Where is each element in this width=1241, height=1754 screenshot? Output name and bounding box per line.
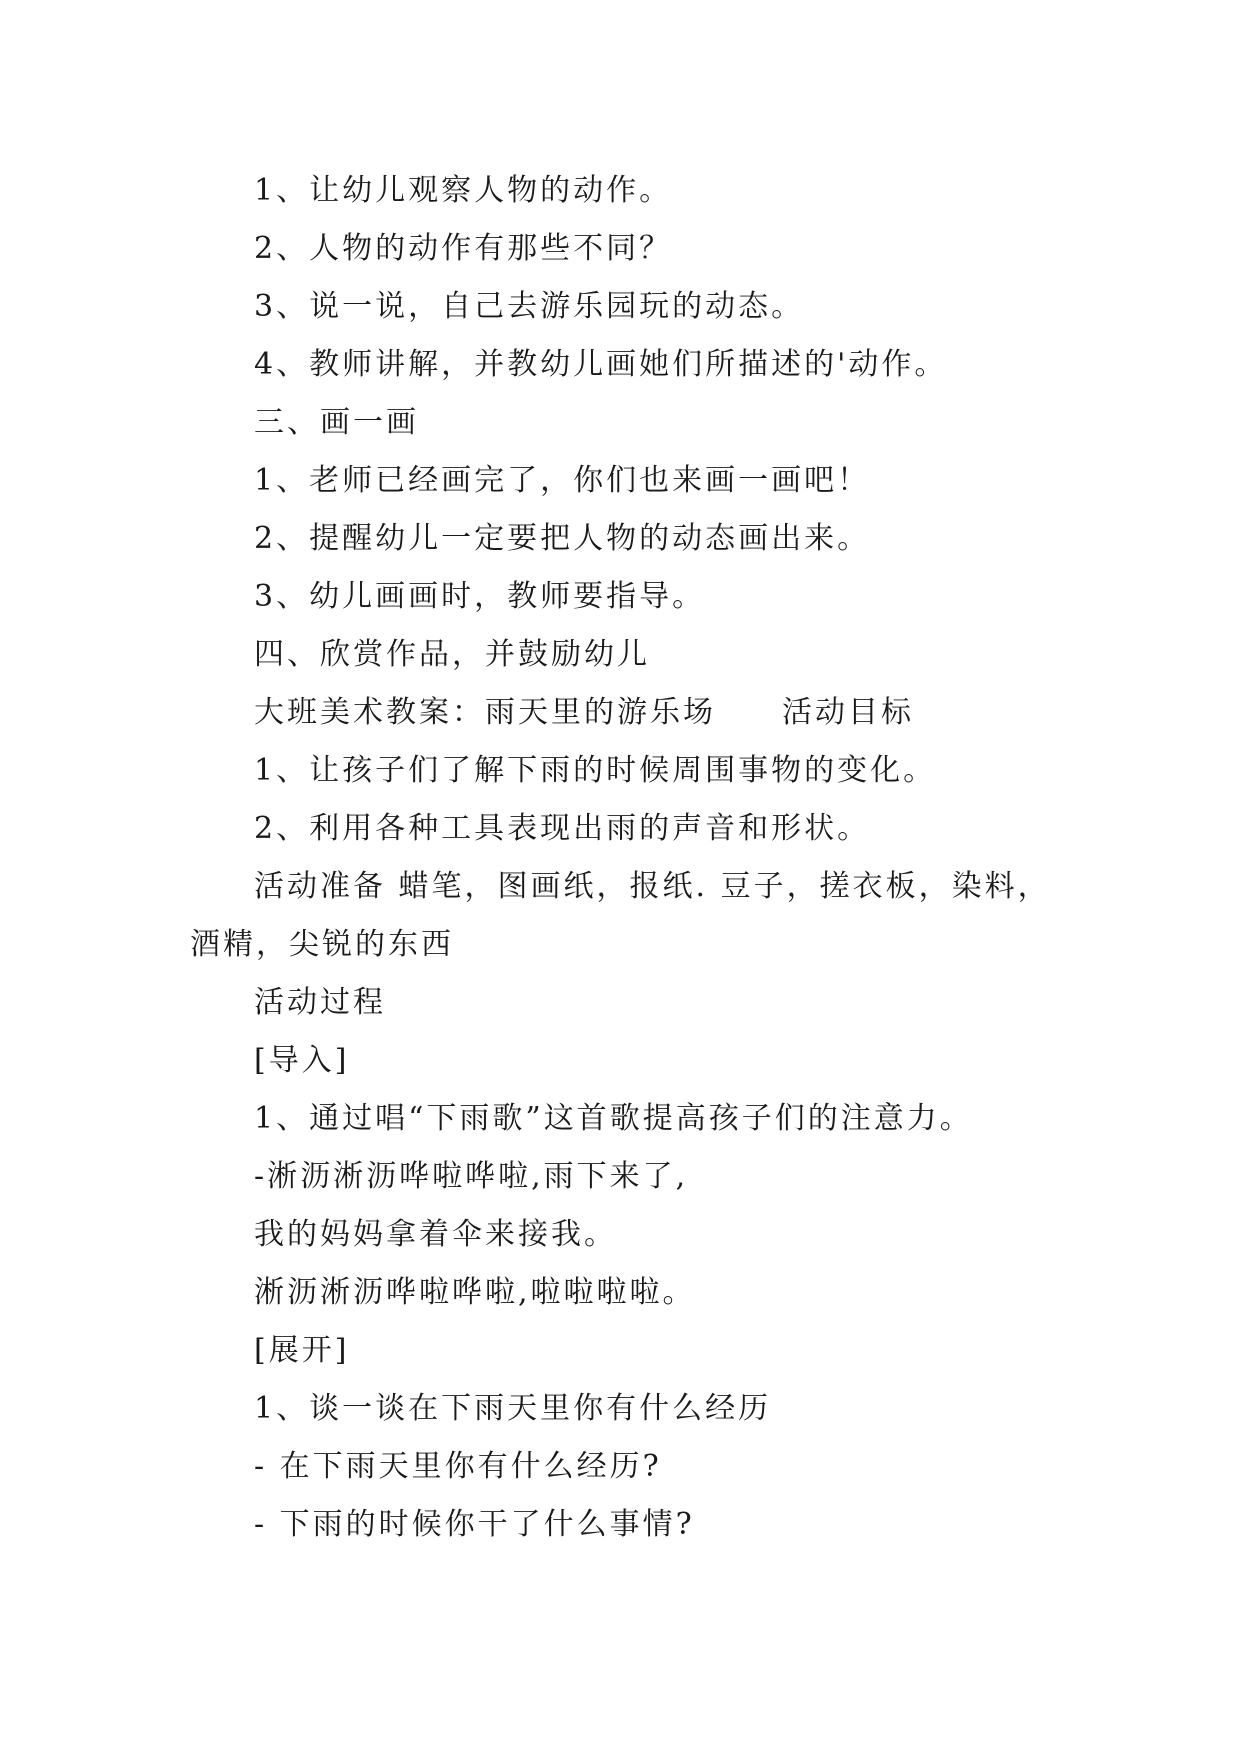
text-line: 1、让孩子们了解下雨的时候周围事物的变化。 <box>254 753 937 788</box>
text-line: 1、老师已经画完了，你们也来画一画吧！ <box>254 463 871 498</box>
song-lyric-line: -淅沥淅沥哗啦哗啦,雨下来了, <box>254 1159 689 1194</box>
text-line: 3、幼儿画画时，教师要指导。 <box>254 579 706 614</box>
text-line: 1、谈一谈在下雨天里你有什么经历 <box>254 1391 772 1426</box>
text-line: 4、教师讲解，并教幼儿画她们所描述的'动作。 <box>254 347 948 382</box>
song-lyric-line: 淅沥淅沥哗啦哗啦,啦啦啦啦。 <box>254 1275 696 1310</box>
section-heading: 四、欣赏作品，并鼓励幼儿 <box>254 637 650 672</box>
text-line: 2、利用各种工具表现出雨的声音和形状。 <box>254 811 871 846</box>
section-heading: 三、画一画 <box>254 405 419 440</box>
text-line: 3、说一说，自己去游乐园玩的动态。 <box>254 289 805 324</box>
subsection-heading: [展开] <box>254 1333 350 1368</box>
document-body <box>190 162 1070 1554</box>
text-line: 1、让幼儿观察人物的动作。 <box>254 173 673 208</box>
text-line: 2、人物的动作有那些不同？ <box>254 231 673 266</box>
subsection-heading: [导入] <box>254 1043 350 1078</box>
song-lyric-line: 我的妈妈拿着伞来接我。 <box>254 1217 617 1252</box>
text-line: 1、通过唱“下雨歌”这首歌提高孩子们的注意力。 <box>254 1101 973 1136</box>
question-line: - 在下雨天里你有什么经历? <box>254 1449 662 1484</box>
question-line: - 下雨的时候你干了什么事情? <box>254 1507 695 1542</box>
text-line: 2、提醒幼儿一定要把人物的动态画出来。 <box>254 521 871 556</box>
lesson-title-line: 大班美术教案：雨天里的游乐场 活动目标 <box>254 695 914 730</box>
section-heading: 活动过程 <box>254 985 386 1020</box>
materials-paragraph: 活动准备 蜡笔，图画纸，报纸. 豆子，搓衣板，染料，酒精，尖锐的东西 <box>190 869 1051 962</box>
